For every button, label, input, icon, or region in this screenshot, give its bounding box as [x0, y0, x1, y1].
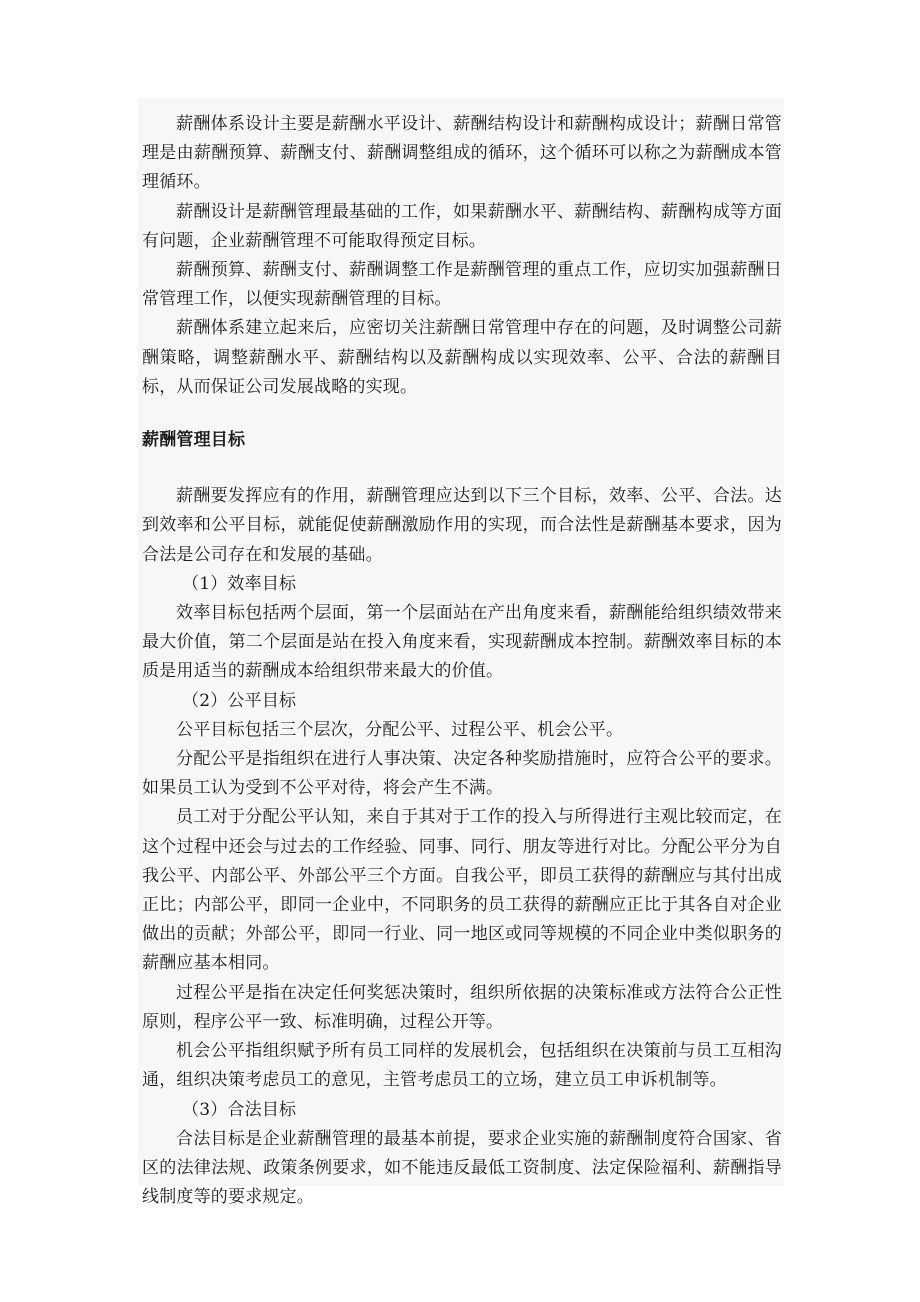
legality-goal-paragraph: 合法目标是企业薪酬管理的最基本前提，要求企业实施的薪酬制度符合国家、省区的法律法规、政策条例要求，如不能违反最低工资制度、法定保险福利、薪酬指导线制度等的要求规定。 — [142, 1128, 782, 1208]
section-heading: 薪酬管理目标 — [142, 430, 246, 451]
fairness-goal-paragraph: 公平目标包括三个层次，分配公平、过程公平、机会公平。 — [176, 719, 624, 740]
document-body — [142, 110, 782, 1212]
fairness-goal-paragraph: 分配公平是指组织在进行人事决策、决定各种奖励措施时，应符合公平的要求。如果员工认为受到不公平对待，将会产生不满。 — [142, 749, 782, 799]
section-lead-paragraph: 薪酬要发挥应有的作用，薪酬管理应达到以下三个目标，效率、公平、合法。达到效率和公平目标，就能促使薪酬激励作用的实现，而合法性是薪酬基本要求，因为合法是公司存在和发展的基础。 — [142, 486, 782, 565]
efficiency-goal-title: （1）效率目标 — [182, 573, 297, 594]
fairness-goal-paragraph: 机会公平指组织赋予所有员工同样的发展机会，包括组织在决策前与员工互相沟通，组织决策考虑员工的意见，主管考虑员工的立场，建立员工申诉机制等。 — [142, 1041, 782, 1091]
fairness-goal-paragraph: 过程公平是指在决定任何奖惩决策时，组织所依据的决策标准或方法符合公正性原则，程序公平一致、标准明确，过程公开等。 — [142, 982, 782, 1032]
intro-paragraph: 薪酬预算、薪酬支付、薪酬调整工作是薪酬管理的重点工作，应切实加强薪酬日常管理工作，以便实现薪酬管理的目标。 — [142, 260, 782, 310]
intro-paragraph: 薪酬体系建立起来后，应密切关注薪酬日常管理中存在的问题，及时调整公司薪酬策略，调整薪酬水平、薪酬结构以及薪酬构成以实现效率、公平、合法的薪酬目标，从而保证公司发展战略的实现。 — [142, 318, 782, 397]
intro-paragraph: 薪酬设计是薪酬管理最基础的工作，如果薪酬水平、薪酬结构、薪酬构成等方面有问题，企业薪酬管理不可能取得预定目标。 — [142, 201, 782, 251]
legality-goal-title: （3）合法目标 — [182, 1099, 297, 1120]
efficiency-goal-paragraph: 效率目标包括两个层面，第一个层面站在产出角度来看，薪酬能给组织绩效带来最大价值，第二个层面是站在投入角度来看，实现薪酬成本控制。薪酬效率目标的本质是用适当的薪酬成本给组织带来最大的价值。 — [142, 603, 782, 682]
fairness-goal-title: （2）公平目标 — [182, 690, 297, 711]
fairness-goal-paragraph: 员工对于分配公平认知，来自于其对于工作的投入与所得进行主观比较而定，在这个过程中还会与过去的工作经验、同事、同行、朋友等进行对比。分配公平分为自我公平、内部公平、外部公平三个方面。自我公平，即员工获得的薪酬应与其付出成正比；内部公平，即同一企业中，不同职务的员工获得的薪酬应正比于其各自对企业做出的贡献；外部公平，即同一行业、同一地区或同等规模的不同企业中类似职务的薪酬应基本相同。 — [142, 807, 782, 974]
intro-paragraph: 薪酬体系设计主要是薪酬水平设计、薪酬结构设计和薪酬构成设计；薪酬日常管理是由薪酬预算、薪酬支付、薪酬调整组成的循环，这个循环可以称之为薪酬成本管理循环。 — [142, 114, 782, 193]
